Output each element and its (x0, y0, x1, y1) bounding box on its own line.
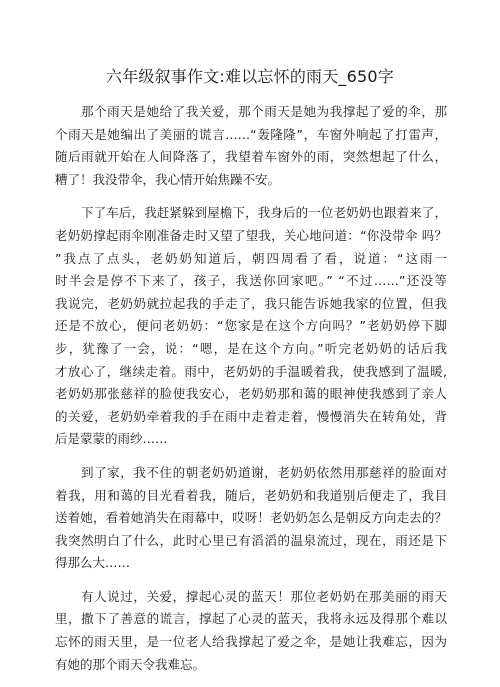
text-line: 步，犹豫了一会，说：“嗯，是在这个方向。”听完老奶奶的话后我 (55, 340, 447, 356)
text-line: 老奶奶撑起雨伞刚准备走时又望了望我，关心地问道：“你没带伞 吗？ (55, 227, 447, 243)
paragraph (55, 101, 447, 191)
text-line: ”我点了点头，老奶奶知道后，朝四周看了看，说道：“这雨一 (55, 250, 447, 266)
text-line: 还是不放心，便问老奶奶：“您家是在这个方向吗？”老奶奶停下脚 (55, 318, 447, 334)
text-line: 里，撒下了善意的谎言，撑起了心灵的蓝天，我将永远及得那个难以 (55, 611, 447, 627)
text-line: 糟了！我没带伞，我心情开始焦躁不安。 (55, 171, 281, 187)
text-line: 到了家，我不住的朝老奶奶道谢，老奶奶依然用那慈祥的脸面对 (81, 464, 447, 480)
paragraph (55, 586, 447, 676)
text-line: 才放心了，继续走着。雨中，老奶奶的手温暖着我，使我感到了温暖, (55, 363, 447, 379)
text-line: 着我，用和蔼的目光看着我，随后，老奶奶和我道别后便走了，我目 (55, 487, 447, 503)
article-body (55, 101, 447, 687)
text-line: 我突然明白了什么，此时心里已有滔滔的温泉流过，现在，雨还是下 (55, 532, 447, 548)
text-line: 个雨天是她编出了美丽的谎言……“轰隆隆”，车窗外响起了打雷声， (55, 126, 447, 142)
text-line: 下了车后，我赶紧躲到屋檐下，我身后的一位老奶奶也跟着来了， (81, 205, 447, 221)
text-line: 那个雨天是她给了我关爱，那个雨天是她为我撑起了爱的伞，那 (81, 104, 447, 119)
text-line: 我说完，老奶奶就拉起我的手走了，我只能告诉她我家的位置，但我 (55, 295, 447, 311)
paragraph (55, 202, 447, 451)
page-title: 六年级叙事作文:难以忘怀的雨天_650字 (106, 67, 394, 86)
text-line: 随后雨就开始在人间降落了，我望着车窗外的雨，突然想起了什么， (55, 149, 447, 165)
text-line: 得那么大…… (55, 555, 131, 571)
text-line: 的关爱，老奶奶牵着我的手在雨中走着走着，慢慢消失在转角处，背 (55, 408, 447, 424)
text-line: 时半会是停不下来了，孩子，我送你回家吧。” “不过……”还没等 (55, 273, 447, 289)
text-line: 送着她，看着她消失在雨幕中，哎呀！老奶奶怎么是朝反方向走去的？ (55, 510, 447, 526)
text-line: 老奶奶那张慈祥的脸使我安心，老奶奶那和蔼的眼神使我感到了亲人 (55, 386, 447, 402)
text-line: 有人说过，关爱，撑起心灵的蓝天！那位老奶奶在那美丽的雨天 (81, 588, 447, 604)
text-line: 有她的那个雨天令我难忘。 (55, 656, 206, 672)
text-line: 后是蒙蒙的雨纱…… (55, 431, 168, 447)
text-line: 忘怀的雨天里，是一位老人给我撑起了爱之伞，是她让我难忘，因为 (55, 634, 447, 650)
paragraph (55, 462, 447, 575)
